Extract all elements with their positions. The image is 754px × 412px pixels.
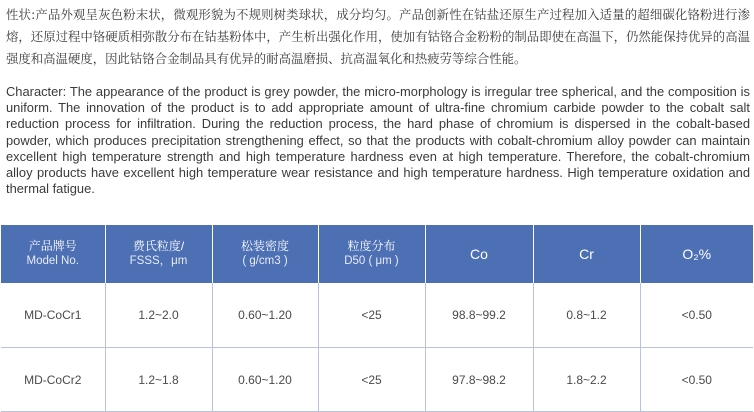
cell-apparent-density: 0.60~1.20 — [212, 348, 318, 412]
header-cr — [533, 225, 640, 283]
cell-d50: <25 — [318, 283, 425, 348]
cell-o2: <0.50 — [640, 283, 753, 348]
spec-table — [1, 225, 753, 412]
header-fsss — [105, 225, 212, 283]
header-label-en: FSSS，μm — [129, 255, 188, 267]
header-label-cn: 粒度分布 — [347, 239, 396, 253]
cell-model-no: MD-CoCr2 — [1, 348, 105, 412]
cell-cr: 0.8~1.2 — [533, 283, 640, 348]
cell-model-no: MD-CoCr1 — [1, 283, 105, 348]
cell-d50: <25 — [318, 348, 425, 412]
header-o2 — [640, 225, 753, 283]
header-model-no — [1, 225, 105, 283]
header-particle-distribution — [318, 225, 425, 283]
chinese-description: 性状:产品外观呈灰色粉末状，微观形貌为不规则树类球状，成分均匀。产品创新性在钴盐还原生产过程加入适量的超细碳化铬粉进行渗熔，还原过程中铬硬质相弥散分布在钴基粉体中，产生析出强化作用，使加有钴铬合金粉粉的制品即使在高温下，仍然能保持优异的高温强度和高温硬度，因此钴铬合金制品具有优异的耐高温磨损、抗高温氧化和热疲劳等综合性能。 — [6, 7, 750, 66]
header-label-cn: 费氏粒度/ — [132, 239, 185, 253]
cell-fsss: 1.2~1.8 — [105, 348, 212, 412]
cell-cr: 1.8~2.2 — [533, 348, 640, 412]
header-apparent-density — [212, 225, 318, 283]
header-label: Cr — [579, 245, 594, 262]
header-co — [425, 225, 533, 283]
table-row — [1, 348, 753, 412]
header-label-cn: 松装密度 — [240, 239, 289, 253]
cell-fsss: 1.2~2.0 — [105, 283, 212, 348]
cell-apparent-density: 0.60~1.20 — [212, 283, 318, 348]
cell-o2: <0.50 — [640, 348, 753, 412]
table-row — [1, 283, 753, 348]
header-label: O₂% — [682, 245, 712, 262]
header-label-en: ( g/cm3 ) — [242, 255, 288, 267]
header-label-cn: 产品牌号 — [28, 239, 77, 253]
cell-co: 98.8~99.2 — [425, 283, 533, 348]
header-label-en: D50 ( μm ) — [344, 255, 399, 267]
header-label-en: Model No. — [26, 255, 79, 267]
english-description: Character: The appearance of the product is grey powder, the micro-morphology is irregular tree spherical, and the composition is uniform. The innovation of the product is to add appropriate amount of ultra-fine chromium carbide powder to the cobalt salt reduction process for infiltration. During the reduction process, the hard phase of chromium is dispersed in the cobalt-based powder, which produces precipitation strengthening effect, so that the products with cobalt-chromium alloy powder can maintain excellent high temperature strength and high temperature hardness even at high temperature. Therefore, the cobalt-chromium alloy products have excellent high temperature wear resistance and high temperature hardness. High temperature oxidation and thermal fatigue. — [6, 84, 750, 197]
cell-co: 97.8~98.2 — [425, 348, 533, 412]
header-label: Co — [470, 245, 488, 262]
table-header-row — [1, 225, 753, 283]
